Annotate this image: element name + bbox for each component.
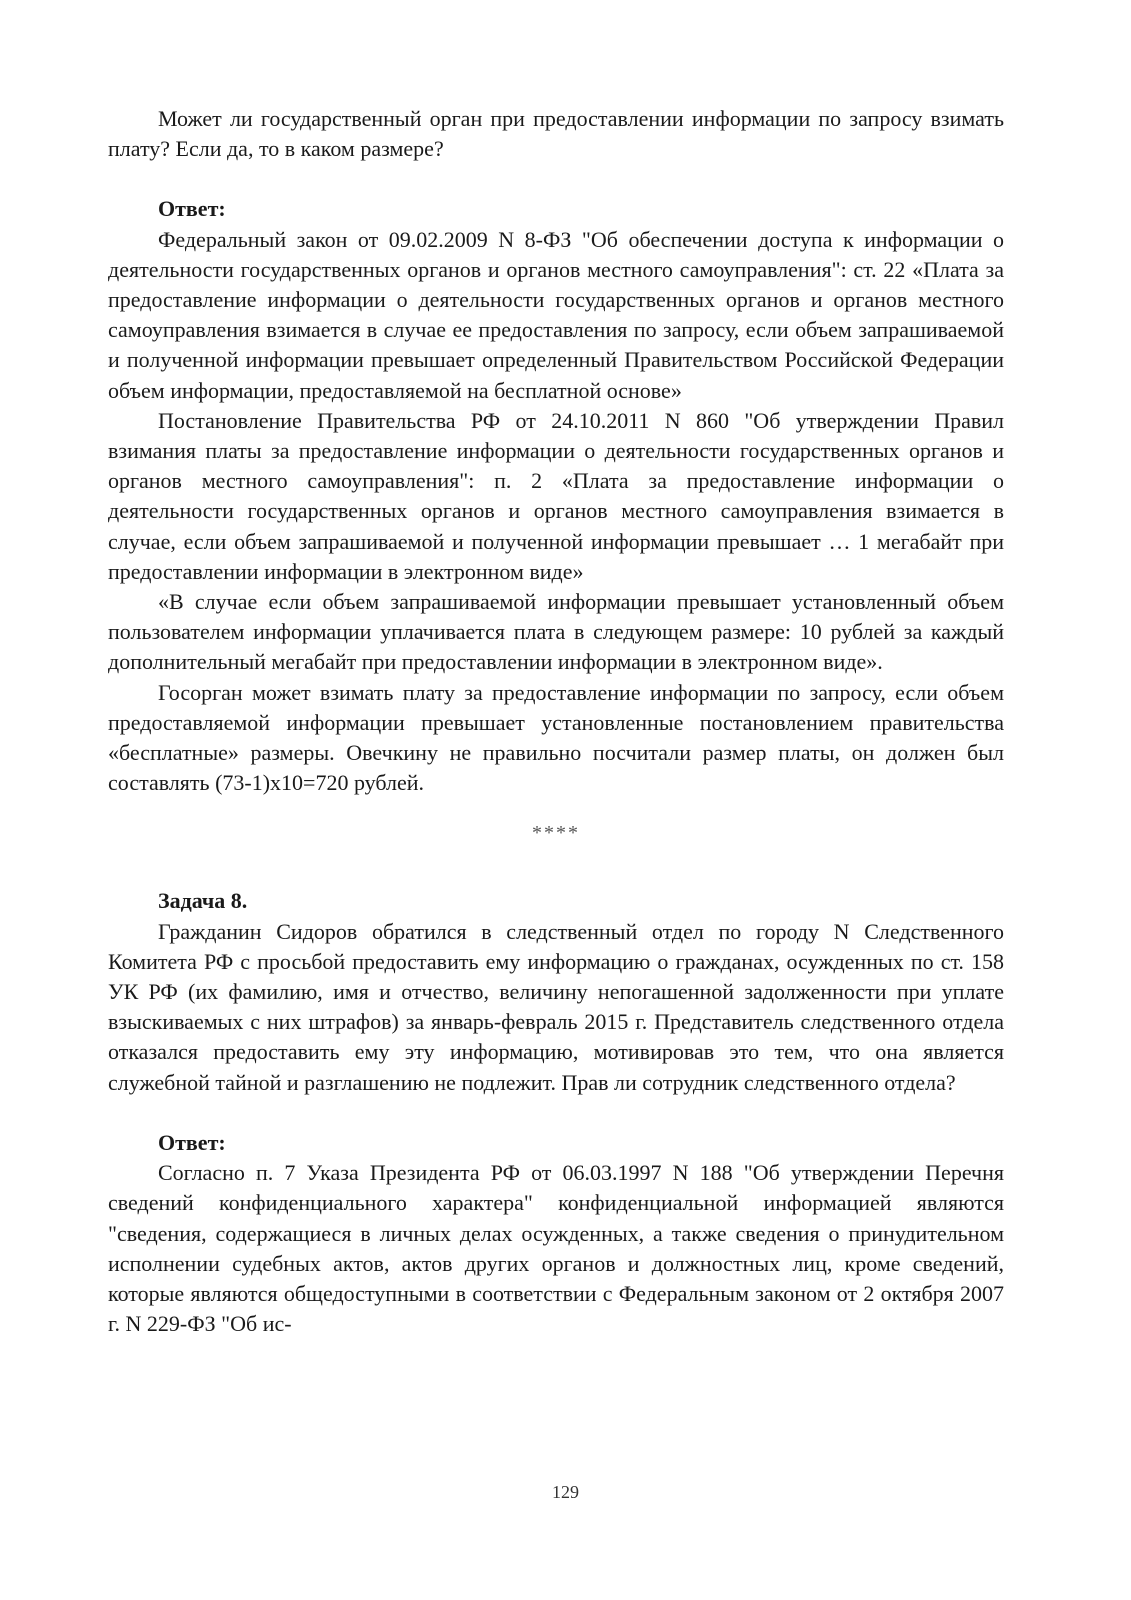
spacer — [108, 164, 1004, 194]
question-paragraph: Может ли государственный орган при предоставлении информации по запросу взимать плату? Если да, то в каком размере? — [108, 106, 1004, 162]
document-page — [108, 104, 1004, 1339]
task-paragraph: Гражданин Сидоров обратился в следственный отдел по городу N Следственного Комитета РФ с просьбой предоставить ему информацию о гражданах, осужденных по ст. 158 УК РФ (их фамилию, имя и отчество, величину непогашенной задолженности при уплате взыскиваемых с них штрафов) за январь-февраль 2015 г. Представитель следственного отдела отказался предоставить ему эту информацию, мотивировав это тем, что она является служебной тайной и разглашению не подлежит. Прав ли сотрудник следственного отдела? — [108, 918, 1004, 1095]
answer-paragraph-conclusion: Госорган может взимать плату за предоставление информации по запросу, если объем предоставляемой информации превышает установленные постановлением правительства «бесплатные» размеры. Овечкину не правильно посчитали размер платы, он должен был составлять (73-1)х10=720 рублей. — [108, 679, 1004, 796]
answer-paragraph-law: Федеральный закон от 09.02.2009 N 8-ФЗ "Об обеспечении доступа к информации о деятельности государственных органов и органов местного самоуправления": ст. 22 «Плата за предоставление информации о деятельности государственных органов и органов местного самоуправления взимается в случае ее предоставления по запросу, если объем запрашиваемой и полученной информации превышает определенный Правительством Российской Федерации объем информации, предоставляемой на бесплатной основе» — [108, 226, 1004, 403]
answer-paragraph-resolution: Постановление Правительства РФ от 24.10.2011 N 860 "Об утверждении Правил взимания платы за предоставление информации о деятельности государственных органов и органов местного самоуправления": п. 2 «Плата за предоставление информации о деятельности государственных органов и органов местного самоуправления взимается в случае, если объем запрашиваемой и полученной информации превышает … 1 мегабайт при предоставлении информации в электронном виде» — [108, 407, 1004, 584]
answer-heading: Ответ: — [158, 1129, 226, 1155]
spacer — [108, 1098, 1004, 1128]
task-heading: Задача 8. — [158, 888, 248, 914]
answer-paragraph-decree: Согласно п. 7 Указа Президента РФ от 06.03.1997 N 188 "Об утверждении Перечня сведений конфиденциального характера" конфиденциальной информацией являются "сведения, содержащиеся в личных делах осужденных, а также сведения о принудительном исполнении судебных актов, актов других органов и должностных лиц, кроме сведений, которые являются общедоступными в соответствии с Федеральным законом от 2 октября 2007 г. N 229-ФЗ "Об ис- — [108, 1160, 1004, 1337]
section-separator: **** — [532, 822, 580, 845]
answer-heading: Ответ: — [158, 196, 226, 222]
answer-paragraph-fee: «В случае если объем запрашиваемой информации превышает установленный объем пользователем информации уплачивается плата в следующем размере: 10 рублей за каждый дополнительный мегабайт при предоставлении информации в электронном виде». — [108, 589, 1004, 675]
page-number: 129 — [552, 1482, 579, 1502]
